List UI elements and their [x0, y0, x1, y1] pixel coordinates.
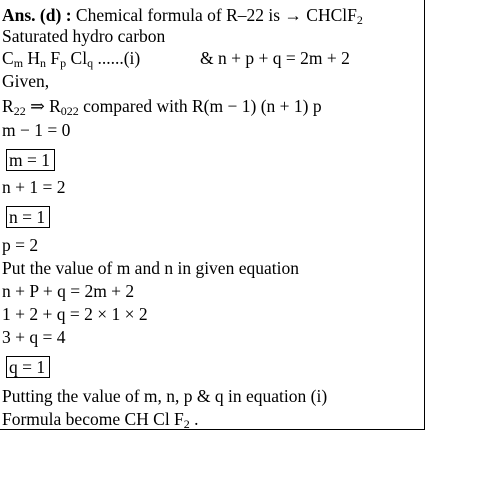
equation-line-3: 3 + q = 4: [2, 327, 66, 347]
equation-ref-i: ......(i): [93, 48, 141, 68]
putting-values-line: Putting the value of m, n, p & q in equation (i): [2, 386, 328, 406]
formula-h: H: [23, 48, 41, 68]
instruction-line: Put the value of m and n in given equation: [2, 258, 299, 278]
formula-sub-n: n: [40, 56, 47, 70]
formula-sub-q: q: [87, 56, 94, 70]
m-equation: m − 1 = 0: [2, 120, 71, 140]
final-formula-sub: 2: [183, 417, 190, 431]
formula-c: C: [2, 48, 14, 68]
q-result-line: [2, 356, 50, 378]
r-sub-22: 22: [13, 104, 26, 118]
general-formula-line: [2, 48, 140, 68]
formula-sub-m: m: [13, 56, 24, 70]
implies-r: ⇒ R: [25, 96, 61, 116]
saturated-line: Saturated hydro carbon: [2, 26, 166, 46]
final-formula-text: Formula become CH Cl F: [2, 409, 184, 429]
formula-sub-p: p: [60, 56, 67, 70]
final-formula-line: [2, 409, 199, 429]
formula-cl: Cl: [66, 48, 88, 68]
n-result-box: n = 1: [6, 206, 50, 228]
p-value: p = 2: [2, 235, 39, 255]
m-result-line: [2, 149, 55, 171]
answer-text: Chemical formula of R–22 is → CHClF: [75, 5, 357, 25]
r-sub-022: 022: [60, 104, 79, 118]
comparison-text: compared with R(m − 1) (n + 1) p: [78, 96, 322, 116]
answer-label: Ans. (d) :: [2, 5, 72, 25]
m-result-box: m = 1: [6, 149, 55, 171]
answer-heading-line: [2, 5, 363, 25]
q-result-box: q = 1: [6, 356, 50, 378]
equation-line-1: n + P + q = 2m + 2: [2, 281, 135, 301]
answer-subscript: 2: [356, 13, 363, 27]
n-result-line: [2, 206, 50, 228]
final-formula-period: .: [189, 409, 199, 429]
given-label: Given,: [2, 71, 50, 91]
formula-f: F: [46, 48, 61, 68]
valency-equation: & n + p + q = 2m + 2: [200, 48, 350, 68]
equation-line-2: 1 + 2 + q = 2 × 1 × 2: [2, 304, 148, 324]
refrigerant-comparison-line: [2, 96, 322, 116]
n-equation: n + 1 = 2: [2, 177, 66, 197]
r-symbol: R: [2, 96, 14, 116]
